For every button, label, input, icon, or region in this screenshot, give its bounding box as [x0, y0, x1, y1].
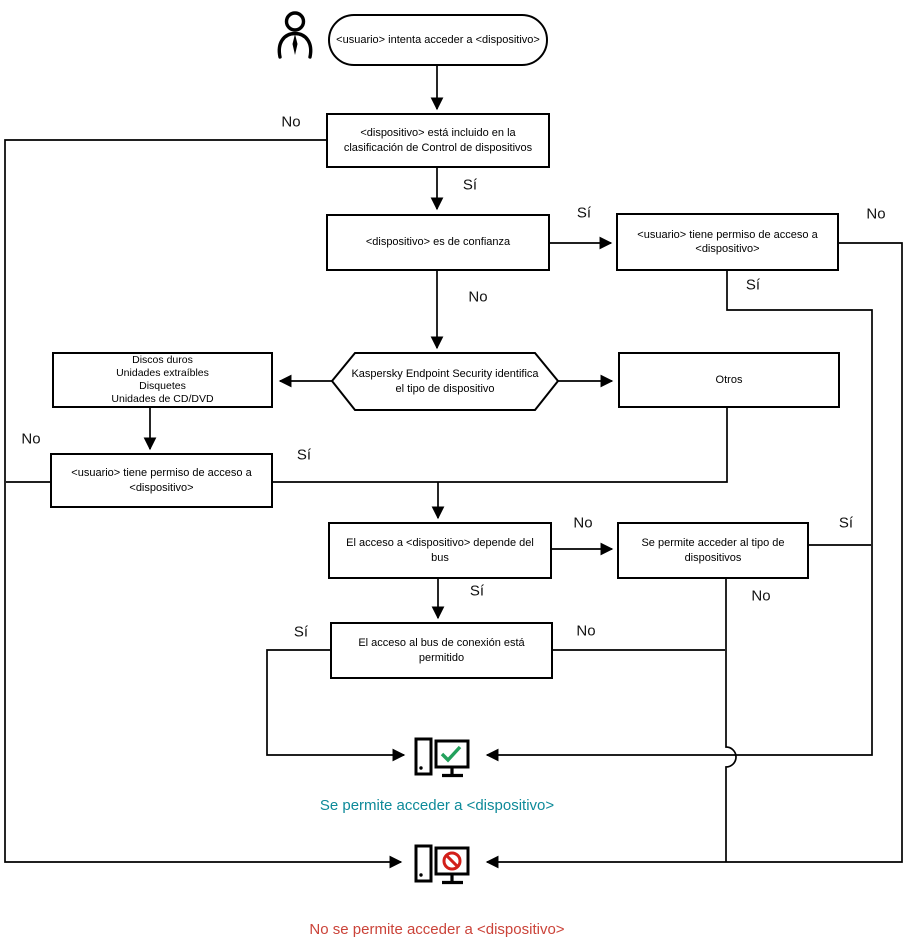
- device-type-item: Discos duros: [132, 354, 193, 367]
- device-type-item: Disquetes: [139, 380, 186, 392]
- node-others: Otros: [618, 352, 840, 408]
- edge-label-no: No: [576, 622, 596, 640]
- node-bus-depends: El acceso a <dispositivo> depende del bus: [328, 522, 552, 579]
- node-bus-allowed: El acceso al bus de conexión está permitido: [330, 622, 553, 679]
- edge-others-down-merge: [273, 408, 727, 482]
- edge-label-si: Sí: [745, 276, 761, 294]
- node-classification: <dispositivo> está incluido en la clasificación de Control de dispositivos: [326, 113, 550, 168]
- edge-label-si: Sí: [296, 446, 312, 464]
- edge-label-no: No: [281, 113, 301, 131]
- node-type-allowed: Se permite acceder al tipo de dispositivos: [617, 522, 809, 579]
- edge-label-no: No: [866, 205, 886, 223]
- edge-permtop-si: [487, 271, 872, 755]
- edge-label-si: Sí: [293, 623, 309, 641]
- edge-label-no: No: [468, 288, 488, 306]
- edge-label-si: Sí: [462, 176, 478, 194]
- edge-label-no: No: [21, 430, 41, 448]
- outcome-denied-label: No se permite acceder a <dispositivo>: [309, 921, 565, 938]
- node-start: <usuario> intenta acceder a <dispositivo>: [328, 14, 548, 66]
- edge-typeallowed-no-hop: [726, 579, 736, 862]
- edge-label-no: No: [751, 587, 771, 605]
- edge-label-no: No: [573, 514, 593, 532]
- person-icon: [279, 13, 310, 57]
- device-type-item: Unidades de CD/DVD: [111, 392, 214, 405]
- device-type-item: Unidades extraíbles: [116, 367, 209, 380]
- node-user-permission-top: <usuario> tiene permiso de acceso a <dispositivo>: [616, 213, 839, 271]
- node-trusted: <dispositivo> es de confianza: [326, 214, 550, 271]
- node-user-permission-left: <usuario> tiene permiso de acceso a <dispositivo>: [50, 453, 273, 508]
- outcome-allowed-label: Se permite acceder a <dispositivo>: [319, 797, 555, 814]
- computer-blocked-icon: [416, 846, 468, 883]
- edge-label-si: Sí: [576, 204, 592, 222]
- node-device-types: [52, 352, 273, 408]
- node-identify: Kaspersky Endpoint Security identifica el tipo de dispositivo: [351, 368, 539, 395]
- edge-label-si: Sí: [838, 514, 854, 532]
- computer-check-icon: [416, 739, 468, 776]
- edge-label-si: Sí: [469, 582, 485, 600]
